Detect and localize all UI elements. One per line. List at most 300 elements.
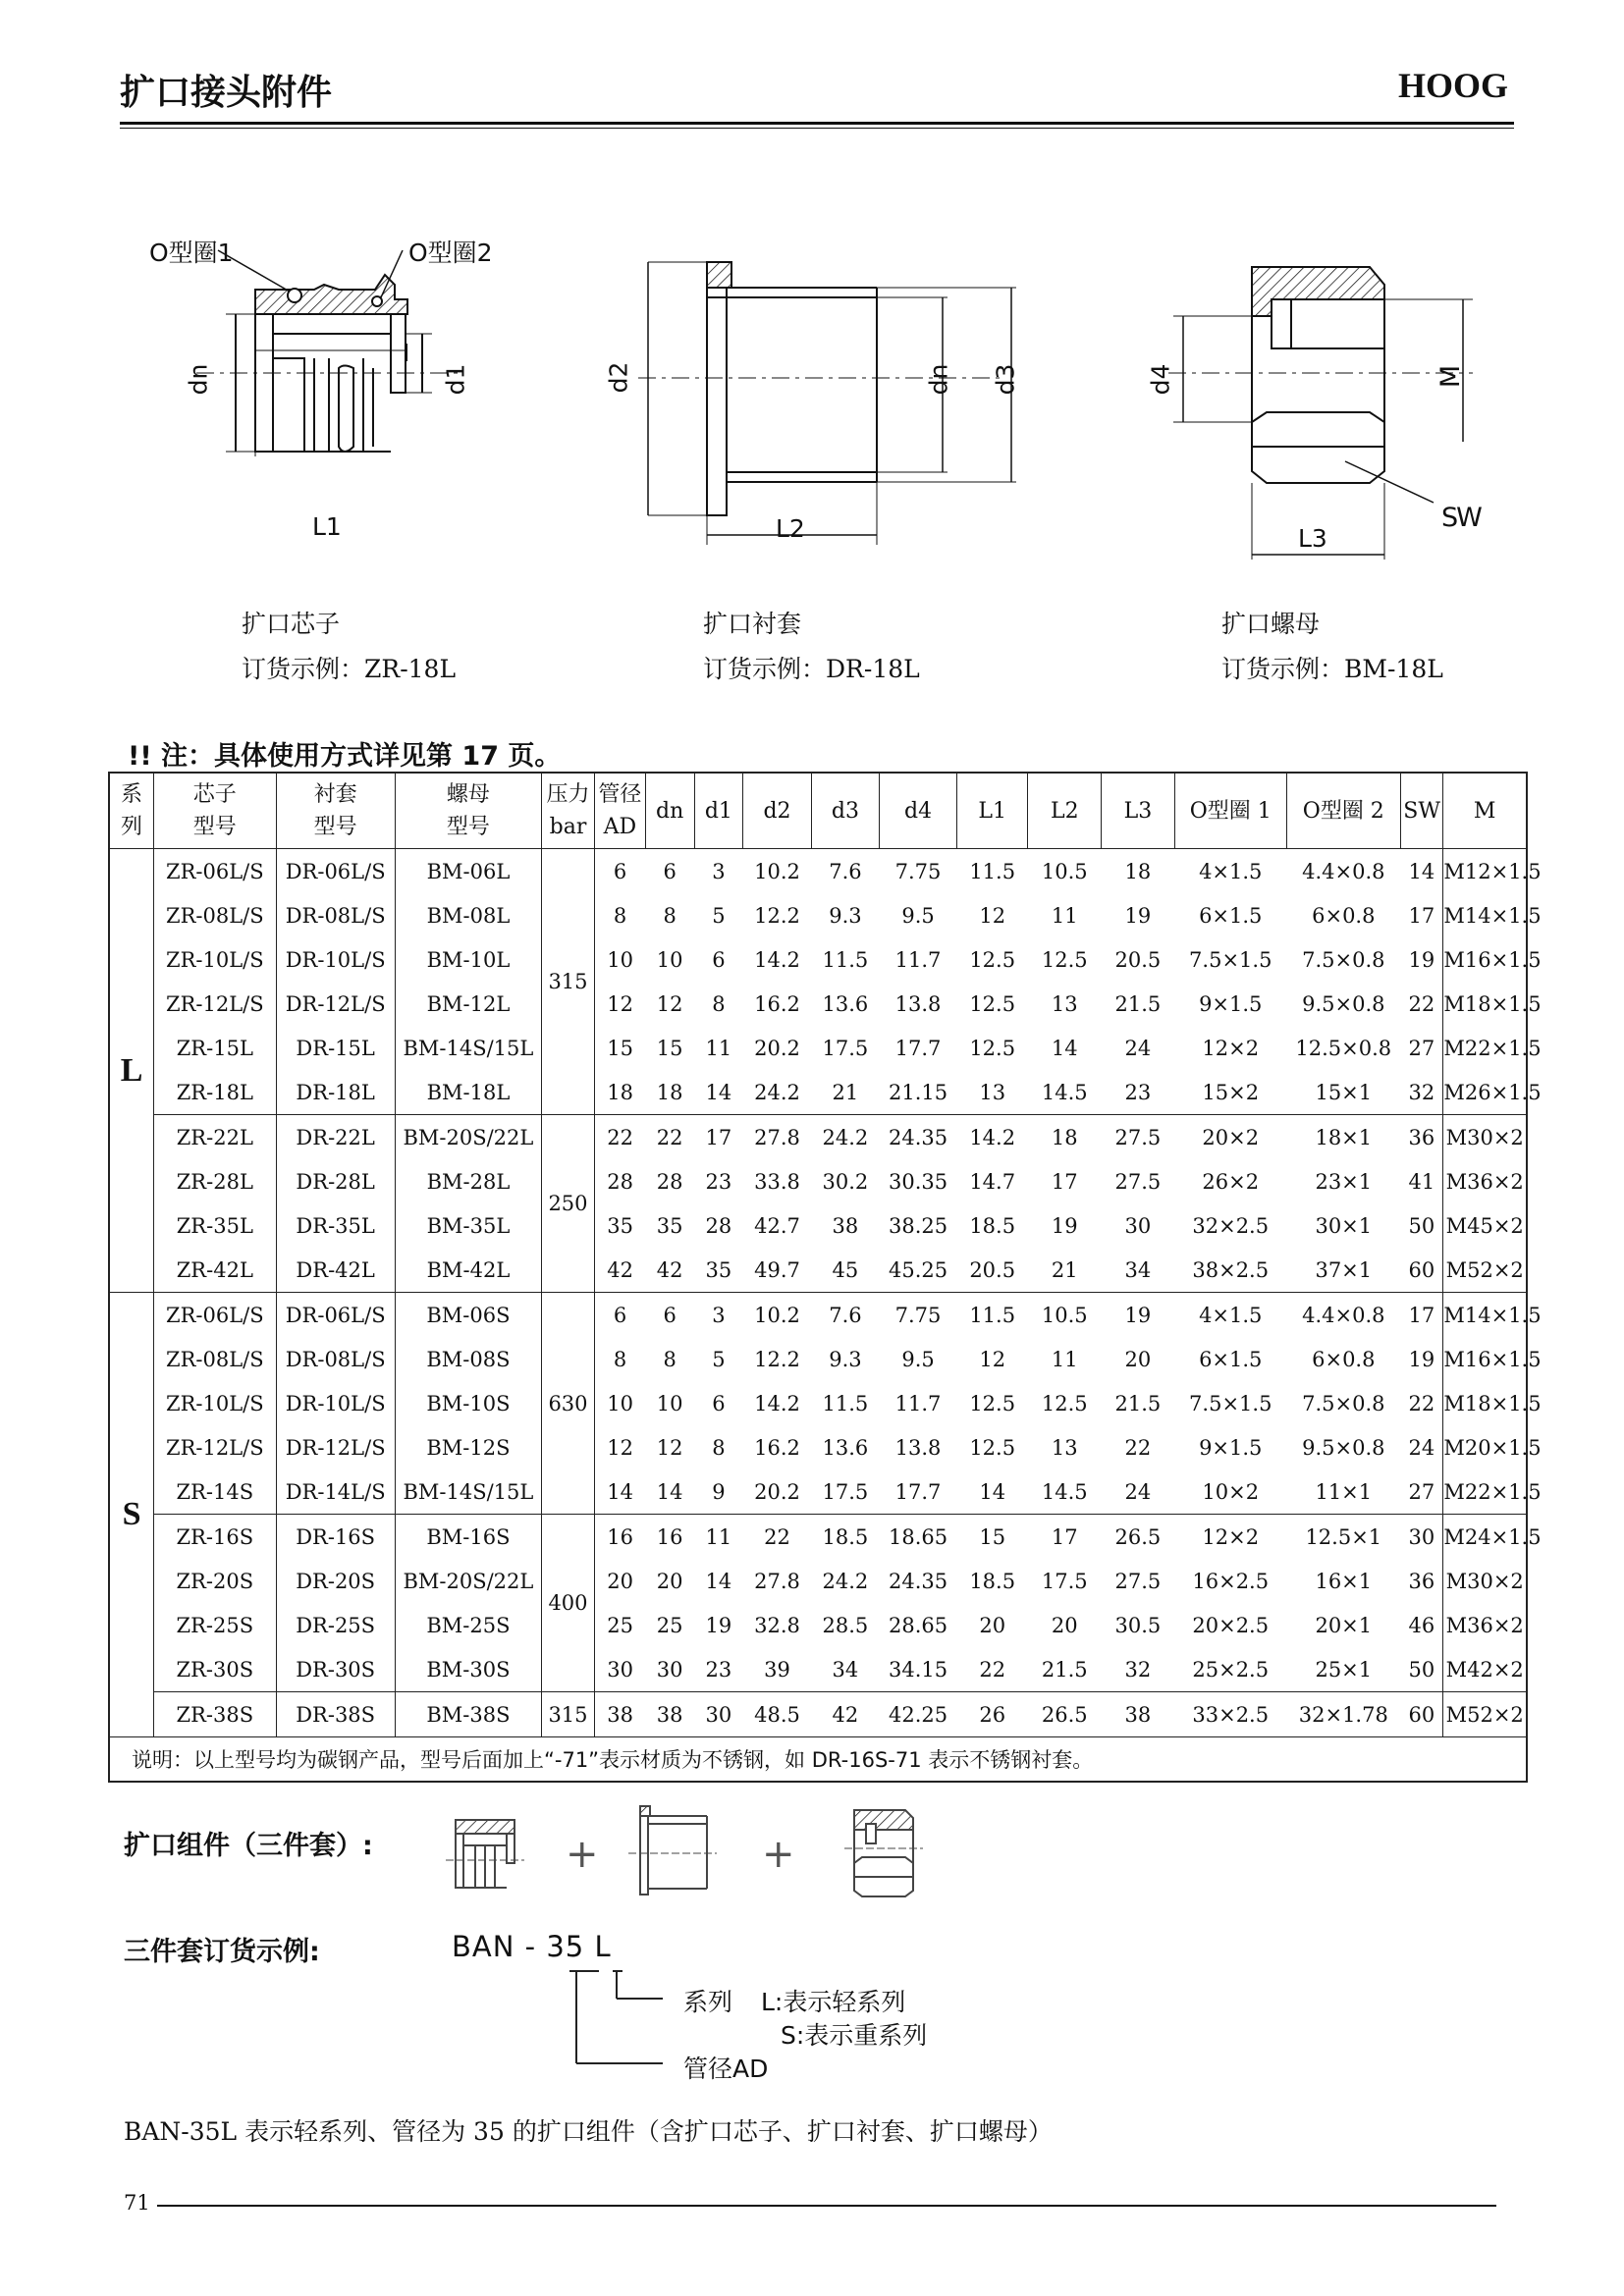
value-cell: 27.5: [1102, 1115, 1175, 1160]
value-cell: 34: [832, 1657, 859, 1682]
order-legend-lines: [560, 1963, 677, 2081]
value-cell: M14×1.5: [1443, 893, 1527, 937]
value-cell: 42: [656, 1257, 683, 1282]
value-cell: 25×2.5: [1192, 1657, 1270, 1682]
nut-model-cell: BM-28L: [395, 1159, 541, 1203]
core-model-cell: ZR-25S: [154, 1603, 276, 1647]
core-model-cell: ZR-20S: [154, 1559, 276, 1603]
value-cell: 8: [613, 903, 627, 928]
value-cell: M24×1.5: [1443, 1515, 1527, 1560]
value-cell: 19: [1051, 1213, 1078, 1238]
value-cell: 49.7: [754, 1257, 800, 1282]
value-cell: 9.5×0.8: [1302, 1435, 1385, 1460]
dim-d1-label: d1: [441, 363, 470, 396]
value-cell: 13.6: [822, 991, 869, 1016]
value-cell: 14: [607, 1479, 633, 1504]
pressure-cell: 400: [542, 1515, 595, 1692]
col-ad: 管径 AD: [594, 773, 645, 849]
value-cell: 28: [705, 1213, 732, 1238]
kit-nut-icon: [844, 1804, 923, 1902]
sleeve-model-cell: DR-28L: [276, 1159, 395, 1203]
table-row: [109, 1337, 1527, 1381]
value-cell: 7.5×1.5: [1189, 1391, 1272, 1415]
value-cell: 20×2: [1174, 1115, 1286, 1160]
core-model-cell: ZR-08L/S: [154, 1337, 276, 1381]
core-model-cell: ZR-28L: [154, 1159, 276, 1203]
value-cell: 24.2: [754, 1080, 800, 1104]
sleeve-model-cell: DR-06L/S: [276, 849, 395, 894]
value-cell: 18.5: [969, 1213, 1016, 1238]
dim-sw-label: SW: [1441, 503, 1481, 533]
table-row: [109, 982, 1527, 1026]
value-cell: 25: [656, 1613, 683, 1637]
nut-model-cell: BM-06S: [395, 1293, 541, 1338]
value-cell: 4×1.5: [1174, 1293, 1286, 1338]
value-cell: 11.5: [822, 1391, 869, 1415]
value-cell: 26×2: [1202, 1169, 1260, 1194]
value-cell: 4.4×0.8: [1302, 859, 1385, 883]
value-cell: 25: [607, 1613, 633, 1637]
value-cell: 15: [956, 1515, 1028, 1560]
table-body: [109, 849, 1542, 1783]
value-cell: 50: [1408, 1657, 1435, 1682]
value-cell: 38: [645, 1692, 694, 1737]
value-cell: M18×1.5: [1443, 982, 1527, 1026]
value-cell: 11: [1051, 903, 1078, 928]
oring1-label: O型圈1: [149, 239, 234, 267]
value-cell: 11: [694, 1515, 743, 1560]
value-cell: 9.5: [901, 1347, 935, 1371]
value-cell: 30: [1124, 1213, 1152, 1238]
table-row: [109, 1692, 1527, 1737]
series-cell: S: [109, 1293, 154, 1737]
value-cell: 26.5: [1102, 1515, 1175, 1560]
sleeve-model-cell: DR-12L/S: [276, 1425, 395, 1469]
table-row: [109, 1203, 1527, 1248]
value-cell: 33.8: [754, 1169, 800, 1194]
value-cell: 30: [694, 1692, 743, 1737]
value-cell: 6: [663, 859, 677, 883]
value-cell: 9.3: [829, 1347, 862, 1371]
value-cell: 36: [1400, 1115, 1443, 1160]
value-cell: 18: [1028, 1115, 1102, 1160]
value-cell: M12×1.5: [1443, 849, 1527, 894]
nut-model-cell: BM-08L: [395, 893, 541, 937]
value-cell: 18.65: [880, 1515, 957, 1560]
value-cell: 30: [1400, 1515, 1443, 1560]
value-cell: 20.2: [754, 1479, 800, 1504]
value-cell: 32×2.5: [1192, 1213, 1270, 1238]
value-cell: 21.15: [888, 1080, 948, 1104]
value-cell: 60: [1400, 1692, 1443, 1737]
table-remark-row: [109, 1737, 1527, 1783]
value-cell: 22: [1408, 991, 1435, 1016]
value-cell: 14: [705, 1080, 732, 1104]
value-cell: 21: [832, 1080, 859, 1104]
page-title: 扩口接头附件: [120, 73, 333, 113]
value-cell: M42×2: [1443, 1647, 1527, 1692]
value-cell: 11.5: [969, 859, 1016, 883]
value-cell: 14: [1051, 1036, 1078, 1060]
value-cell: 35: [656, 1213, 683, 1238]
col-sw: SW: [1400, 773, 1443, 849]
value-cell: 18: [1124, 859, 1152, 883]
core-model-cell: ZR-35L: [154, 1203, 276, 1248]
value-cell: 32: [1124, 1657, 1152, 1682]
dim-d2-label: d2: [604, 361, 633, 394]
value-cell: M30×2: [1443, 1115, 1527, 1160]
value-cell: 34.15: [888, 1657, 948, 1682]
value-cell: 50: [1408, 1213, 1435, 1238]
value-cell: 28.65: [888, 1613, 948, 1637]
value-cell: 15×2: [1202, 1080, 1260, 1104]
legend-series: 系列: [683, 1988, 733, 2016]
value-cell: 17: [694, 1115, 743, 1160]
sleeve-model-cell: DR-08L/S: [276, 1337, 395, 1381]
value-cell: 21: [1051, 1257, 1078, 1282]
table-row: [109, 1469, 1527, 1515]
value-cell: 16: [594, 1515, 645, 1560]
value-cell: 20.5: [969, 1257, 1016, 1282]
nut-order-example: 订货示例：BM-18L: [1221, 655, 1443, 683]
table-row: [109, 1515, 1527, 1560]
value-cell: 15: [656, 1036, 683, 1060]
value-cell: 32×1.78: [1286, 1692, 1400, 1737]
value-cell: 12: [656, 991, 683, 1016]
value-cell: 22: [743, 1515, 811, 1560]
col-core-model: 芯子 型号: [154, 773, 276, 849]
col-dn: dn: [645, 773, 694, 849]
core-model-cell: ZR-42L: [154, 1248, 276, 1293]
core-model-cell: ZR-08L/S: [154, 893, 276, 937]
table-header-row: [109, 773, 1527, 849]
value-cell: 10.2: [754, 859, 800, 883]
col-oring2: O型圈 2: [1286, 773, 1400, 849]
value-cell: 7.75: [880, 1293, 957, 1338]
col-d3: d3: [811, 773, 879, 849]
legend-light-series: L:表示轻系列: [761, 1988, 906, 2016]
plus-sign-1: +: [566, 1832, 599, 1877]
col-l3: L3: [1102, 773, 1175, 849]
nut-model-cell: BM-38S: [395, 1692, 541, 1737]
value-cell: 32.8: [754, 1613, 800, 1637]
value-cell: M22×1.5: [1443, 1026, 1527, 1070]
value-cell: M14×1.5: [1443, 1293, 1527, 1338]
value-cell: 9.3: [829, 903, 862, 928]
core-model-cell: ZR-16S: [154, 1515, 276, 1560]
col-sleeve-model: 衬套 型号: [276, 773, 395, 849]
value-cell: 26.5: [1028, 1692, 1102, 1737]
value-cell: 38: [1102, 1692, 1175, 1737]
value-cell: 23: [1124, 1080, 1152, 1104]
value-cell: 16×1: [1315, 1569, 1373, 1593]
table-row: [109, 1070, 1527, 1115]
core-model-cell: ZR-15L: [154, 1026, 276, 1070]
sleeve-model-cell: DR-20S: [276, 1559, 395, 1603]
nut-model-cell: BM-08S: [395, 1337, 541, 1381]
flare-sleeve-drawing: [609, 250, 1041, 555]
nut-model-cell: BM-06L: [395, 849, 541, 894]
col-l2: L2: [1028, 773, 1102, 849]
value-cell: M26×1.5: [1443, 1070, 1527, 1115]
col-d2: d2: [743, 773, 811, 849]
core-model-cell: ZR-38S: [154, 1692, 276, 1737]
value-cell: 24.2: [811, 1115, 879, 1160]
value-cell: 19: [1408, 1347, 1435, 1371]
value-cell: 38.25: [888, 1213, 948, 1238]
dim-m-label: M: [1435, 364, 1467, 389]
value-cell: 24.2: [822, 1569, 869, 1593]
sleeve-model-cell: DR-30S: [276, 1647, 395, 1692]
value-cell: 22: [1408, 1391, 1435, 1415]
value-cell: 14.5: [1041, 1080, 1088, 1104]
dim-dn-label: dn: [184, 363, 213, 396]
value-cell: 20×2.5: [1192, 1613, 1270, 1637]
table-row: [109, 1647, 1527, 1692]
nut-model-cell: BM-16S: [395, 1515, 541, 1560]
nut-model-cell: BM-10L: [395, 937, 541, 982]
value-cell: 23×1: [1315, 1169, 1373, 1194]
value-cell: 12.5×0.8: [1295, 1036, 1392, 1060]
value-cell: M52×2: [1443, 1692, 1527, 1737]
value-cell: 34: [1124, 1257, 1152, 1282]
value-cell: 45.25: [888, 1257, 948, 1282]
value-cell: 16.2: [754, 1435, 800, 1460]
page-number: 71: [124, 2191, 150, 2215]
value-cell: 13.6: [822, 1435, 869, 1460]
value-cell: 37×1: [1315, 1257, 1373, 1282]
value-cell: 18: [656, 1080, 683, 1104]
dim-l2-label: L2: [776, 514, 805, 543]
core-model-cell: ZR-30S: [154, 1647, 276, 1692]
core-order-example: 订货示例：ZR-18L: [242, 655, 457, 683]
value-cell: 7.6: [811, 1293, 879, 1338]
value-cell: 20: [607, 1569, 633, 1593]
value-cell: 10×2: [1202, 1479, 1260, 1504]
value-cell: 13: [1051, 991, 1078, 1016]
core-model-cell: ZR-18L: [154, 1070, 276, 1115]
header-rule-thin: [120, 128, 1514, 129]
value-cell: 16.2: [754, 991, 800, 1016]
value-cell: 7.75: [894, 859, 942, 883]
value-cell: 11.7: [894, 947, 942, 972]
pressure-cell: 315: [542, 849, 595, 1115]
value-cell: 12.5: [969, 1036, 1016, 1060]
value-cell: 30.2: [822, 1169, 869, 1194]
order-explanation: BAN-35L 表示轻系列、管径为 35 的扩口组件（含扩口芯子、扩口衬套、扩口螺母）: [124, 2117, 1053, 2146]
value-cell: M16×1.5: [1443, 1337, 1527, 1381]
nut-model-cell: BM-14S/15L: [395, 1026, 541, 1070]
value-cell: 46: [1408, 1613, 1435, 1637]
value-cell: 38: [832, 1213, 859, 1238]
core-model-cell: ZR-06L/S: [154, 1293, 276, 1338]
value-cell: 27: [1408, 1036, 1435, 1060]
table-row: [109, 1559, 1527, 1603]
value-cell: 14: [656, 1479, 683, 1504]
sleeve-model-cell: DR-16S: [276, 1515, 395, 1560]
value-cell: 18.5: [969, 1569, 1016, 1593]
col-d1: d1: [694, 773, 743, 849]
value-cell: 12.5: [969, 991, 1016, 1016]
sleeve-model-cell: DR-10L/S: [276, 937, 395, 982]
value-cell: 19: [1102, 1293, 1175, 1338]
value-cell: 9×1.5: [1199, 991, 1263, 1016]
value-cell: M30×2: [1443, 1559, 1527, 1603]
value-cell: 11.5: [956, 1293, 1028, 1338]
plus-sign-2: +: [762, 1832, 795, 1877]
value-cell: 38: [594, 1692, 645, 1737]
sleeve-model-cell: DR-12L/S: [276, 982, 395, 1026]
col-oring1: O型圈 1: [1174, 773, 1286, 849]
value-cell: 42: [607, 1257, 633, 1282]
value-cell: 20.5: [1114, 947, 1162, 972]
value-cell: 21.5: [1041, 1657, 1088, 1682]
value-cell: 10: [607, 1391, 633, 1415]
value-cell: 15: [607, 1036, 633, 1060]
value-cell: 35: [607, 1213, 633, 1238]
order-example-label: 三件套订货示例:: [124, 1937, 320, 1967]
nut-model-cell: BM-18L: [395, 1070, 541, 1115]
nut-name: 扩口螺母: [1221, 610, 1321, 638]
value-cell: 17: [1400, 1293, 1443, 1338]
value-cell: 6×1.5: [1199, 903, 1263, 928]
value-cell: 13.8: [894, 1435, 942, 1460]
sleeve-order-example: 订货示例：DR-18L: [703, 655, 920, 683]
value-cell: 6: [712, 1391, 726, 1415]
value-cell: 9: [712, 1479, 726, 1504]
nut-model-cell: BM-12S: [395, 1425, 541, 1469]
table-row: [109, 937, 1527, 982]
value-cell: 10: [607, 947, 633, 972]
legend-heavy-series: S:表示重系列: [781, 2021, 928, 2050]
value-cell: 17.5: [822, 1479, 869, 1504]
core-model-cell: ZR-22L: [154, 1115, 276, 1160]
value-cell: 30.5: [1114, 1613, 1162, 1637]
value-cell: 20×1: [1315, 1613, 1373, 1637]
value-cell: 8: [712, 1435, 726, 1460]
table-row: [109, 1159, 1527, 1203]
col-l1: L1: [956, 773, 1028, 849]
table-row: [109, 1293, 1527, 1338]
sleeve-model-cell: DR-14L/S: [276, 1469, 395, 1515]
value-cell: 42: [811, 1692, 879, 1737]
value-cell: 27.8: [743, 1115, 811, 1160]
value-cell: 14.2: [754, 947, 800, 972]
kit-label: 扩口组件（三件套）:: [124, 1831, 373, 1861]
value-cell: 36: [1408, 1569, 1435, 1593]
pressure-cell: 315: [542, 1692, 595, 1737]
value-cell: 6: [712, 947, 726, 972]
value-cell: 3: [712, 859, 726, 883]
value-cell: M52×2: [1443, 1248, 1527, 1293]
value-cell: 11.7: [894, 1391, 942, 1415]
value-cell: 8: [663, 1347, 677, 1371]
value-cell: 16×2.5: [1192, 1569, 1270, 1593]
sleeve-model-cell: DR-22L: [276, 1115, 395, 1160]
value-cell: 14.2: [754, 1391, 800, 1415]
sleeve-model-cell: DR-08L/S: [276, 893, 395, 937]
value-cell: 5: [712, 903, 726, 928]
nut-model-cell: BM-10S: [395, 1381, 541, 1425]
value-cell: 12.2: [754, 1347, 800, 1371]
value-cell: 13.8: [894, 991, 942, 1016]
value-cell: 8: [712, 991, 726, 1016]
value-cell: 12.5: [969, 1391, 1016, 1415]
value-cell: 8: [663, 903, 677, 928]
value-cell: 12×2: [1202, 1036, 1260, 1060]
value-cell: M36×2: [1443, 1603, 1527, 1647]
value-cell: 17.5: [1041, 1569, 1088, 1593]
value-cell: 20: [1051, 1613, 1078, 1637]
value-cell: 8: [613, 1347, 627, 1371]
value-cell: 14.5: [1041, 1479, 1088, 1504]
core-model-cell: ZR-14S: [154, 1469, 276, 1515]
value-cell: 24.35: [880, 1115, 957, 1160]
table-row: [109, 849, 1527, 894]
value-cell: 12: [979, 1347, 1006, 1371]
kit-sleeve-icon: [628, 1802, 717, 1900]
value-cell: 5: [712, 1347, 726, 1371]
core-model-cell: ZR-12L/S: [154, 982, 276, 1026]
value-cell: 14: [1408, 859, 1435, 883]
footer-rule: [157, 2205, 1496, 2207]
sleeve-model-cell: DR-25S: [276, 1603, 395, 1647]
core-model-cell: ZR-10L/S: [154, 1381, 276, 1425]
value-cell: 12.5×1: [1286, 1515, 1400, 1560]
value-cell: 18×1: [1286, 1115, 1400, 1160]
value-cell: 12×2: [1174, 1515, 1286, 1560]
value-cell: 17: [1408, 903, 1435, 928]
value-cell: 12.2: [754, 903, 800, 928]
header-rule: [120, 122, 1514, 125]
value-cell: 10: [656, 947, 683, 972]
oring2-label: O型圈2: [408, 239, 493, 267]
value-cell: 21.5: [1114, 1391, 1162, 1415]
nut-model-cell: BM-20S/22L: [395, 1559, 541, 1603]
value-cell: 3: [694, 1293, 743, 1338]
value-cell: 12: [979, 903, 1006, 928]
value-cell: 6: [613, 859, 627, 883]
sleeve-model-cell: DR-10L/S: [276, 1381, 395, 1425]
value-cell: 30: [656, 1657, 683, 1682]
col-d4: d4: [880, 773, 957, 849]
table-row: [109, 1248, 1527, 1293]
value-cell: 7.5×0.8: [1302, 947, 1385, 972]
value-cell: 10.5: [1028, 1293, 1102, 1338]
value-cell: 11.5: [822, 947, 869, 972]
col-nut-model: 螺母 型号: [395, 773, 541, 849]
value-cell: 45: [832, 1257, 859, 1282]
value-cell: 30.35: [888, 1169, 948, 1194]
sleeve-model-cell: DR-38S: [276, 1692, 395, 1737]
pressure-cell: 250: [542, 1115, 595, 1293]
value-cell: 22: [979, 1657, 1006, 1682]
value-cell: 33×2.5: [1174, 1692, 1286, 1737]
value-cell: 6×0.8: [1312, 1347, 1376, 1371]
value-cell: 9.5: [901, 903, 935, 928]
value-cell: 17: [1028, 1515, 1102, 1560]
value-cell: 18: [607, 1080, 633, 1104]
brand-logo: HOOG: [1397, 66, 1508, 105]
value-cell: 10.5: [1041, 859, 1088, 883]
value-cell: 20: [979, 1613, 1006, 1637]
sleeve-model-cell: DR-35L: [276, 1203, 395, 1248]
value-cell: 6: [594, 1293, 645, 1338]
value-cell: 23: [705, 1657, 732, 1682]
nut-model-cell: BM-14S/15L: [395, 1469, 541, 1515]
value-cell: 22: [594, 1115, 645, 1160]
value-cell: 17.7: [894, 1036, 942, 1060]
